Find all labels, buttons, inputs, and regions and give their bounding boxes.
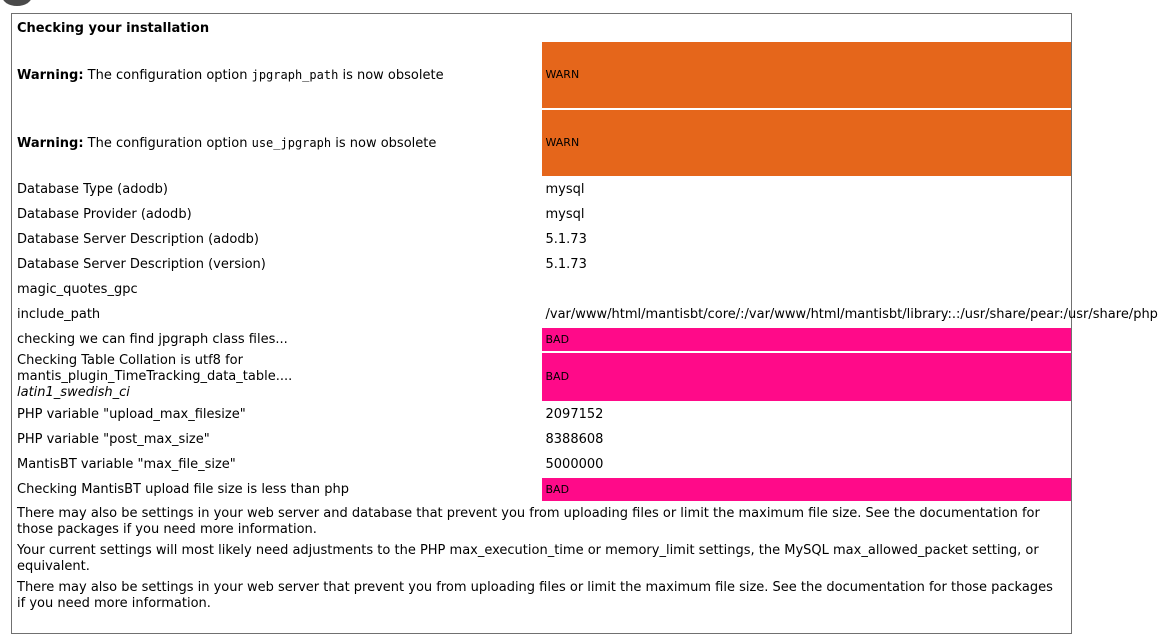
collation-table-name: mantis_plugin_TimeTracking_data_table....	[17, 369, 293, 384]
check-row	[12, 428, 1071, 451]
check-label: Database Server Description (version)	[17, 256, 266, 272]
page-title: Checking your installation	[17, 20, 210, 36]
status-warn: WARN	[542, 110, 1072, 176]
status-bad: BAD	[542, 353, 1072, 401]
note-text: Your current settings will most likely need adjustments to the PHP max_execution_time or memory_limit settings, the MySQL max_allowed_packet setting, or equivalent.	[17, 543, 1039, 574]
logo-fragment	[0, 0, 40, 8]
check-value: mysql	[545, 181, 585, 197]
warning-text: The configuration option	[87, 67, 248, 83]
warning-text: The configuration option	[87, 135, 248, 151]
installation-check-panel	[11, 13, 1158, 634]
check-value: mysql	[545, 206, 585, 222]
check-row	[12, 353, 1071, 401]
warning-prefix: Warning:	[17, 67, 84, 83]
warning-prefix: Warning:	[17, 135, 84, 151]
check-row	[12, 228, 1071, 251]
warning-message	[12, 42, 542, 108]
warning-message	[12, 110, 542, 176]
title-row	[12, 16, 1071, 40]
note-text: There may also be settings in your web server and database that prevent you from uploading files or limit the maximum file size. See the documentation for those packages if you need more information.	[17, 506, 1040, 537]
collation-line: Checking Table Collation is utf8 for	[17, 353, 243, 368]
check-row	[12, 110, 1071, 176]
check-label	[12, 353, 542, 401]
check-value: 5.1.73	[545, 231, 587, 247]
check-row	[12, 303, 1071, 326]
check-label: PHP variable "post_max_size"	[17, 431, 210, 447]
check-value: 5000000	[545, 456, 604, 472]
check-row	[12, 42, 1071, 108]
check-value	[542, 278, 1072, 301]
check-label: Checking MantisBT upload file size is less than php	[17, 481, 350, 497]
check-value: 5.1.73	[545, 256, 587, 272]
check-row	[12, 253, 1071, 276]
status-warn: WARN	[542, 42, 1072, 108]
check-label: include_path	[17, 306, 101, 322]
check-label: PHP variable "upload_max_filesize"	[17, 406, 246, 422]
check-table	[12, 14, 1158, 503]
warning-text: is now obsolete	[342, 67, 444, 83]
check-value: 8388608	[545, 431, 604, 447]
config-option-code: jpgraph_path	[251, 67, 339, 82]
check-row	[12, 403, 1071, 426]
check-row	[12, 178, 1071, 201]
check-label: Database Provider (adodb)	[17, 206, 192, 222]
collation-value: latin1_swedish_ci	[17, 385, 130, 400]
check-row	[12, 278, 1071, 301]
warning-text: is now obsolete	[335, 135, 437, 151]
check-label: MantisBT variable "max_file_size"	[17, 456, 236, 472]
status-bad: BAD	[542, 478, 1072, 501]
check-label: Database Type (adodb)	[17, 181, 168, 197]
check-row	[12, 478, 1071, 501]
check-label: Database Server Description (adodb)	[17, 231, 259, 247]
check-label: magic_quotes_gpc	[17, 281, 138, 297]
check-value: /var/www/html/mantisbt/core/:/var/www/html/mantisbt/library:.:/usr/share/pear:/usr/share/php	[545, 306, 1158, 322]
notes-table	[12, 503, 1071, 614]
check-label: checking we can find jpgraph class files...	[17, 331, 288, 347]
config-option-code: use_jpgraph	[251, 135, 332, 150]
check-row	[12, 328, 1071, 351]
check-value: 2097152	[545, 406, 604, 422]
check-row	[12, 453, 1071, 476]
check-row	[12, 203, 1071, 226]
note-text: There may also be settings in your web server that prevent you from uploading files or limit the maximum file size. See the documentation for those packages if you need more information.	[17, 580, 1053, 611]
status-bad: BAD	[542, 328, 1072, 351]
